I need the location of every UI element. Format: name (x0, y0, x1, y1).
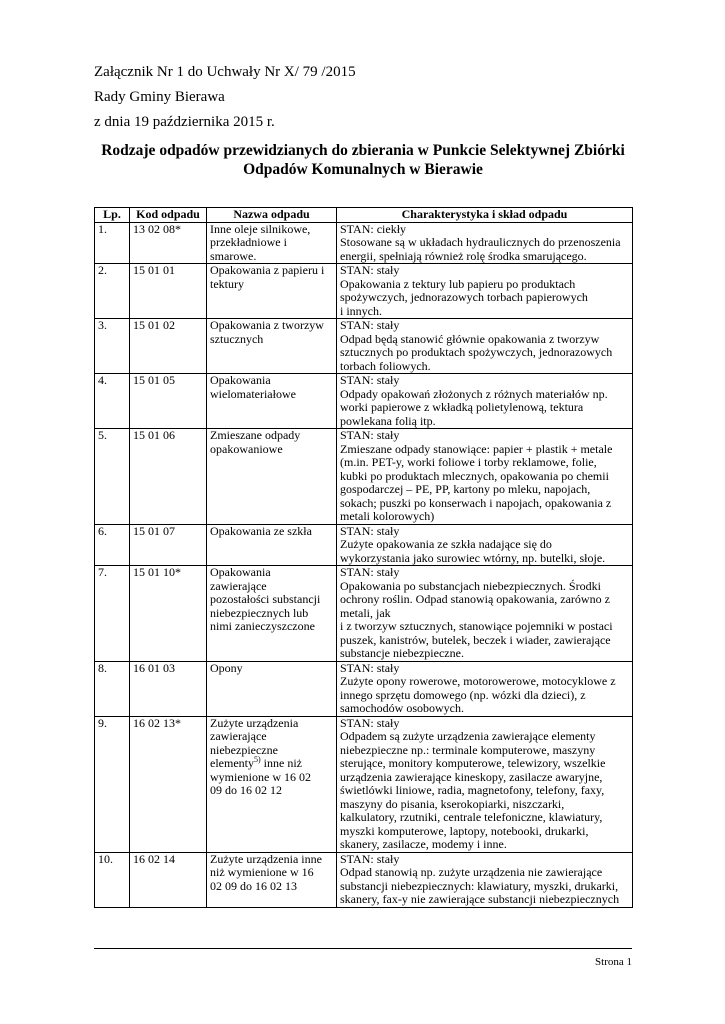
desc-line: Zmieszane odpady stanowiące: papier + plastik + metale (340, 441, 613, 456)
cell-lp: 7. (95, 566, 130, 662)
footnote-ref: 5) (253, 755, 261, 764)
name-line: tektury (210, 276, 244, 291)
desc-line: STAN: ciekły (340, 221, 407, 236)
desc-line: niebezpieczne np.: terminale komputerowe, maszyny (340, 742, 596, 757)
cell-description (337, 852, 633, 907)
table-row (95, 661, 633, 716)
table-header-row (95, 208, 633, 223)
cell-description (337, 716, 633, 852)
table-row (95, 222, 633, 264)
desc-line: wykorzystania jako surowiec wtórny, np. butelki, słoje. (340, 550, 606, 565)
name-line: Opakowania (210, 565, 271, 579)
desc-line: metali kolorowych) (340, 509, 435, 523)
name-line: wymienione w 16 02 (210, 769, 311, 784)
desc-line: gospodarczej – PE, PP, kartony po mleku, napojach, (340, 482, 591, 496)
cell-description (337, 264, 633, 319)
name-line: Opakowania ze szkła (210, 523, 312, 538)
desc-line: STAN: stały (340, 428, 400, 442)
name-line: smarowe. (210, 248, 257, 263)
desc-line: STAN: stały (340, 851, 400, 866)
cell-lp: 1. (95, 222, 130, 264)
cell-name (207, 524, 337, 566)
desc-line: i innych. (340, 303, 382, 318)
desc-line: STAN: stały (340, 373, 400, 387)
desc-line: i z tworzyw sztucznych, stanowiące pojemniki w postaci (340, 619, 613, 633)
name-line (210, 757, 333, 771)
name-line: niebezpieczne (210, 742, 278, 757)
header-date-line: z dnia 19 października 2015 r. (94, 114, 275, 130)
cell-description (337, 222, 633, 264)
header-name: Nazwa odpadu (207, 208, 337, 223)
name-line: wielomateriałowe (210, 386, 296, 401)
desc-line: skanery, fax-y nie zawierające substancji niebezpiecznych (340, 892, 620, 906)
desc-line: Zużyte opony rowerowe, motorowerowe, motocyklowe z (340, 674, 616, 688)
desc-line: urządzenia zawierające kineskopy, zasilacze awaryjne, (340, 769, 603, 784)
name-line: Zużyte urządzenia inne (210, 851, 322, 866)
page-number: Strona 1 (595, 956, 632, 968)
waste-types-table (94, 207, 633, 908)
desc-line: substancji niebezpiecznych: klawiatury, myszki, drukarki, (340, 878, 619, 893)
name-text: elementy (210, 756, 254, 770)
desc-line: świetlówki liniowe, radia, magnetofony, telefony, faxy, (340, 783, 605, 797)
document-title-line-1: Rodzaje odpadów przewidzianych do zbierania w Punkcie Selektywnej Zbiórki (101, 142, 625, 159)
desc-line: STAN: stały (340, 660, 400, 675)
table-row (95, 716, 633, 852)
cell-name (207, 852, 337, 907)
desc-line: Opakowania po substancjach niebezpiecznych. Środki (340, 578, 601, 593)
name-line: 02 09 do 16 02 13 (210, 878, 297, 893)
desc-line: STAN: stały (340, 263, 400, 277)
desc-line: sterujące, monitory komputerowe, telewizory, wszelkie (340, 756, 606, 770)
name-line: Opakowania (210, 373, 271, 387)
table-row (95, 374, 633, 429)
cell-lp: 8. (95, 661, 130, 716)
desc-line: myszki komputerowe, laptopy, notebooki, drukarki, (340, 823, 589, 838)
desc-line: samochodów osobowych. (340, 701, 464, 715)
desc-line: spożywczych, jednorazowych torbach papierowych (340, 290, 588, 304)
desc-line: powlekana folią itp. (340, 413, 436, 428)
header-code: Kod odpadu (130, 208, 207, 223)
table-row (95, 852, 633, 907)
cell-description (337, 319, 633, 374)
desc-line: innego sprzętu domowego (np. wózki dla dzieci), z (340, 687, 586, 702)
name-text: inne niż (260, 756, 302, 770)
desc-line: Opakowania z tektury lub papieru po produktach (340, 276, 576, 291)
cell-code: 15 01 05 (130, 374, 207, 429)
name-line: niż wymienione w 16 (210, 865, 314, 879)
desc-line: sztucznych po produktach spożywczych, jednorazowych (340, 345, 613, 359)
desc-line: Odpadem są zużyte urządzenia zawierające elementy (340, 729, 596, 743)
desc-line: puszek, kanistrów, butelek, beczek i wiader, zawierające (340, 632, 611, 647)
desc-line: kalkulatory, rzutniki, centrale telefoniczne, klawiatury, (340, 810, 603, 824)
desc-line: skanery, zasilacze, modemy i inne. (340, 837, 507, 851)
cell-description (337, 429, 633, 525)
name-line: Opony (210, 660, 243, 675)
cell-code: 15 01 10* (130, 566, 207, 662)
header-council-line: Rady Gminy Bierawa (94, 89, 225, 105)
desc-line: torbach foliowych. (340, 358, 431, 373)
name-line: zawierające (210, 729, 267, 743)
cell-code: 16 02 14 (130, 852, 207, 907)
cell-lp: 10. (95, 852, 130, 907)
cell-code: 15 01 07 (130, 524, 207, 566)
name-line: Zużyte urządzenia (210, 715, 299, 730)
document-title (94, 141, 632, 179)
desc-line: maszyny do pisania, kserokopiarki, niszczarki, (340, 796, 565, 811)
desc-line: energii, spełniają również rolę środka smarującego. (340, 248, 587, 263)
cell-code: 16 02 13* (130, 716, 207, 852)
desc-line: kubki po produktach mlecznych, opakowania po chemii (340, 468, 609, 483)
name-line: Opakowania z papieru i (210, 263, 325, 277)
desc-line: STAN: stały (340, 318, 400, 332)
cell-code: 15 01 02 (130, 319, 207, 374)
desc-line: (m.in. PET-y, worki foliowe i torby reklamowe, folie, (340, 455, 597, 469)
desc-line: STAN: stały (340, 715, 400, 730)
desc-line: Stosowane są w układach hydraulicznych do przenoszenia (340, 235, 621, 249)
cell-code: 15 01 01 (130, 264, 207, 319)
cell-name (207, 222, 337, 264)
desc-line: Odpady opakowań złożonych z różnych materiałów np. (340, 386, 608, 401)
table-row (95, 524, 633, 566)
name-line: sztucznych (210, 331, 264, 346)
desc-line: substancje niebezpieczne. (340, 646, 464, 660)
document-title-line-2: Odpadów Komunalnych w Bierawie (243, 161, 483, 178)
cell-name (207, 264, 337, 319)
cell-name (207, 319, 337, 374)
name-line: pozostałości substancji (210, 592, 321, 606)
cell-lp: 3. (95, 319, 130, 374)
desc-line: Odpad stanowią np. zużyte urządzenia nie zawierające (340, 865, 603, 879)
table-row (95, 429, 633, 525)
name-line: zawierające (210, 578, 267, 593)
cell-lp: 4. (95, 374, 130, 429)
cell-name (207, 429, 337, 525)
desc-line: STAN: stały (340, 565, 400, 579)
name-line: 09 do 16 02 12 (210, 783, 282, 797)
table-row (95, 566, 633, 662)
cell-code: 16 01 03 (130, 661, 207, 716)
footer-divider (94, 948, 632, 949)
desc-line: Zużyte opakowania ze szkła nadające się do (340, 537, 552, 551)
cell-description (337, 566, 633, 662)
table-row (95, 319, 633, 374)
desc-line: ochrony roślin. Odpad stanowią opakowania, zarówno z (340, 592, 610, 606)
desc-line: metali, jak (340, 605, 391, 620)
cell-name (207, 716, 337, 852)
header-description: Charakterystyka i skład odpadu (337, 208, 633, 223)
cell-name (207, 566, 337, 662)
desc-line: Odpad będą stanowić głównie opakowania z tworzyw (340, 331, 600, 346)
table-row (95, 264, 633, 319)
desc-line: STAN: stały (340, 523, 400, 538)
name-line: opakowaniowe (210, 441, 283, 456)
desc-line: sokach; puszki po konserwach i napojach, opakowania z (340, 495, 612, 510)
cell-code: 13 02 08* (130, 222, 207, 264)
cell-description (337, 524, 633, 566)
name-line: niebezpiecznych lub (210, 605, 309, 620)
name-line: Zmieszane odpady (210, 428, 301, 442)
cell-code: 15 01 06 (130, 429, 207, 525)
name-line: nimi zanieczyszczone (210, 619, 315, 633)
cell-description (337, 661, 633, 716)
cell-lp: 9. (95, 716, 130, 852)
cell-description (337, 374, 633, 429)
cell-name (207, 374, 337, 429)
name-line: przekładniowe i (210, 235, 287, 249)
desc-line: worki papierowe z wkładką polietylenową, tektura (340, 400, 584, 414)
cell-lp: 6. (95, 524, 130, 566)
cell-lp: 5. (95, 429, 130, 525)
header-attachment-line: Załącznik Nr 1 do Uchwały Nr X/ 79 /2015 (94, 64, 356, 80)
header-lp: Lp. (95, 208, 130, 223)
cell-name (207, 661, 337, 716)
name-line: Opakowania z tworzyw (210, 318, 324, 332)
cell-lp: 2. (95, 264, 130, 319)
name-line: Inne oleje silnikowe, (210, 221, 311, 236)
